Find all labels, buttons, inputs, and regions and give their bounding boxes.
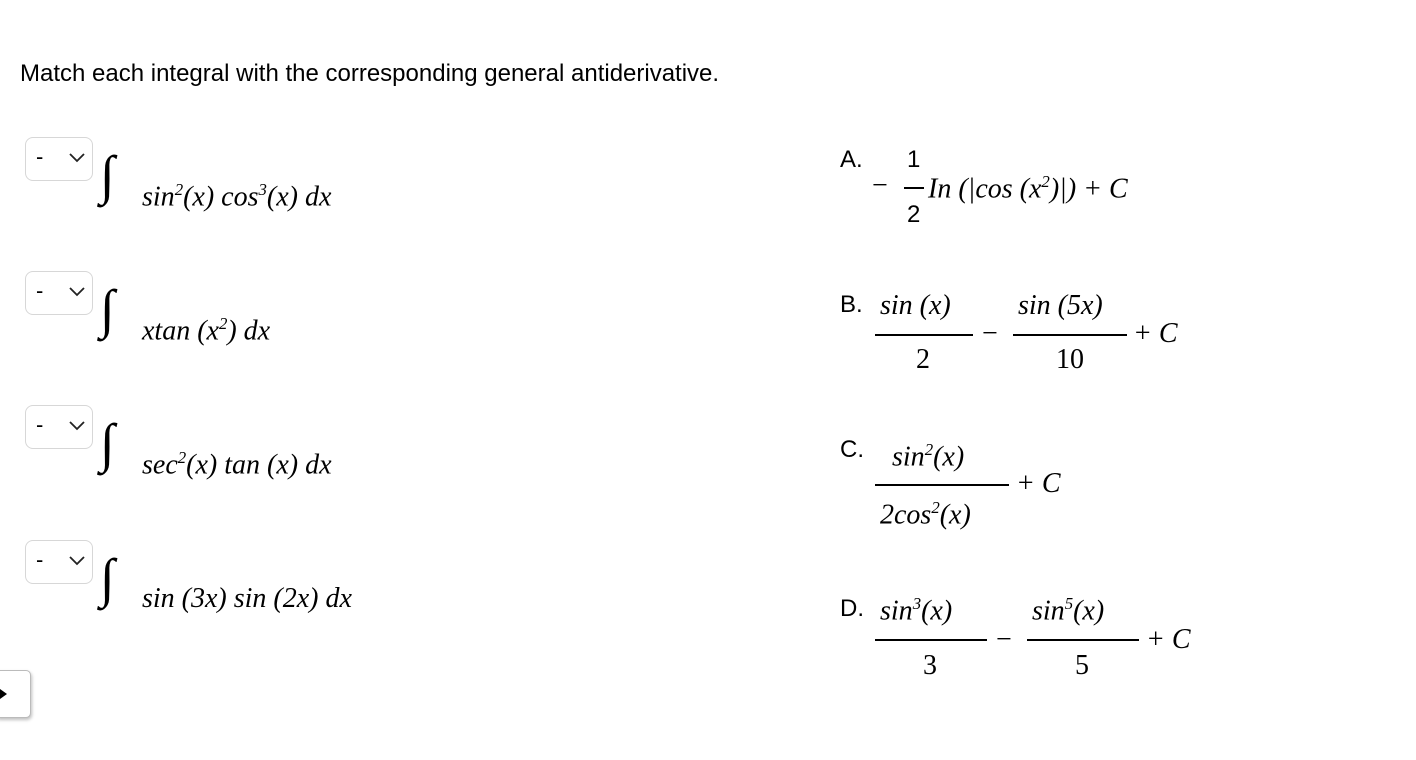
chevron-down-icon (69, 153, 85, 163)
fraction-bar (875, 484, 1009, 486)
fraction-denominator: 2 (907, 201, 921, 228)
fraction-numerator: sin (x) (880, 290, 951, 321)
chevron-down-icon (69, 556, 85, 566)
minus-sign: − (872, 170, 888, 201)
integral-expression: $\sec^2(x)$ tan (x) dx (142, 448, 332, 481)
play-arrow-icon (0, 689, 7, 699)
match-dropdown-3[interactable] (25, 405, 93, 449)
fraction-denominator: 3 (923, 650, 937, 681)
fraction-numerator: $\sin^3(x)$ (880, 594, 953, 627)
fraction-bar (904, 187, 924, 189)
fraction-numerator: 1 (907, 146, 921, 173)
minus-sign: − (996, 624, 1012, 655)
integral-sign: ∫ (100, 279, 115, 339)
dropdown-value: - (36, 547, 44, 572)
constant-term: + C (1133, 318, 1178, 349)
question-prompt: Match each integral with the corresponding general antiderivative. (20, 60, 720, 87)
fraction-numerator: $\sin^5(x)$ (1032, 594, 1105, 627)
dropdown-value: - (36, 278, 44, 303)
integral-sign: ∫ (100, 413, 115, 473)
fraction-denominator: $2\cos^2(x)$ (880, 498, 971, 531)
chevron-down-icon (69, 287, 85, 297)
fraction-denominator: 5 (1075, 650, 1089, 681)
integral-expression: sin (3x) sin (2x) dx (142, 583, 352, 614)
constant-term: + C (1016, 468, 1061, 499)
expand-tab-button[interactable] (0, 670, 31, 718)
match-dropdown-4[interactable] (25, 540, 93, 584)
integral-expression: xtan $(x^2)$ dx (142, 314, 271, 347)
option-d-label: D. (840, 595, 864, 622)
fraction-denominator: 10 (1056, 344, 1084, 375)
fraction-denominator: 2 (916, 344, 930, 375)
dropdown-value: - (36, 144, 44, 169)
match-dropdown-2[interactable] (25, 271, 93, 315)
fraction-bar (1013, 334, 1127, 336)
option-a-label: A. (840, 146, 863, 173)
fraction-numerator: $\sin^2(x)$ (892, 440, 965, 473)
fraction-bar (875, 334, 973, 336)
integral-expression: $\sin^2(x)$ $\cos^3(x)$ dx (142, 180, 332, 213)
minus-sign: − (982, 318, 998, 349)
fraction-bar (1027, 639, 1139, 641)
integral-sign: ∫ (100, 548, 115, 608)
option-b-label: B. (840, 291, 863, 318)
dropdown-value: - (36, 412, 44, 437)
option-c-label: C. (840, 436, 864, 463)
log-term: In (|cos $(x^2)|) + C$ (928, 172, 1128, 205)
integral-sign: ∫ (100, 145, 115, 205)
fraction-bar (875, 639, 987, 641)
match-dropdown-1[interactable] (25, 137, 93, 181)
fraction-numerator: sin (5x) (1018, 290, 1103, 321)
constant-term: + C (1146, 624, 1191, 655)
chevron-down-icon (69, 421, 85, 431)
